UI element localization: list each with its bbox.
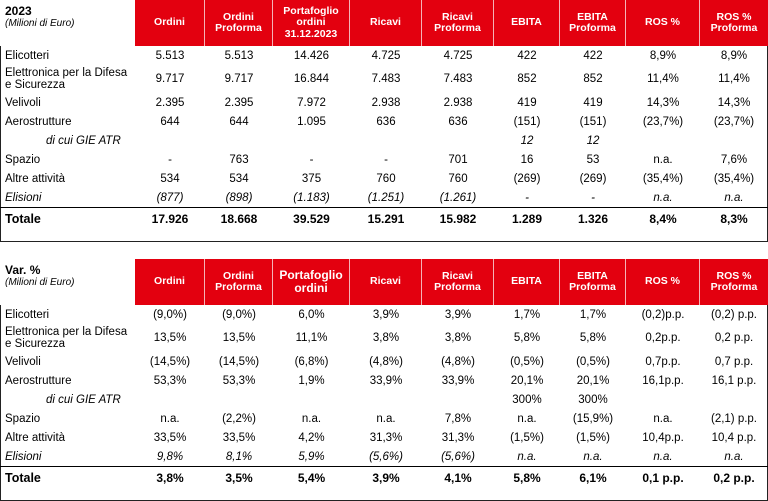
total-cell: 3,8% — [135, 466, 205, 488]
table-cell: 375 — [301, 172, 322, 185]
column-header: Portafoglio ordini — [273, 259, 350, 305]
table-cell: (877) — [156, 191, 184, 204]
table-cell: 11,1% — [295, 332, 328, 344]
table-cell — [205, 390, 273, 409]
table-cell: (6,8%) — [294, 355, 329, 368]
total-cell: 39.529 — [273, 207, 350, 229]
table-cell — [273, 131, 350, 150]
row-label: Elettronica per la Difesa e Sicurezza — [5, 326, 128, 350]
table-cell: n.a. — [301, 412, 322, 425]
table-cell: n.a. — [653, 412, 673, 425]
table-header-corner — [0, 259, 135, 305]
table-cell: 8,9% — [649, 49, 677, 62]
table-cell — [273, 390, 350, 409]
table-cell: 0,2p.p. — [645, 332, 681, 344]
table-cell: - — [525, 191, 529, 204]
table-cell: 5.513 — [224, 49, 254, 62]
table-cell: (35,4%) — [713, 172, 755, 185]
row-label: Elicotteri — [5, 49, 50, 62]
table-cell: 5,8% — [513, 332, 541, 344]
table-cell: 2.395 — [224, 96, 254, 109]
column-header: ROS % Proforma — [700, 0, 768, 46]
table-cell: (0,5%) — [510, 355, 544, 368]
variation-table — [0, 259, 768, 488]
row-label: Altre attività — [5, 431, 66, 444]
column-header: EBITA — [494, 259, 560, 305]
table-cell: 763 — [229, 153, 249, 166]
table-cell: (14,5%) — [149, 355, 191, 368]
table-year: 2023 — [5, 4, 32, 18]
table-header-corner — [0, 0, 135, 46]
row-label: Altre attività — [5, 172, 66, 185]
table-cell — [350, 390, 422, 409]
table-cell: 14,3% — [646, 96, 680, 109]
table-cell: 33,5% — [222, 431, 256, 444]
table-cell: 20,1% — [510, 374, 544, 387]
table-cell — [626, 131, 700, 150]
total-cell: 4,1% — [422, 466, 494, 488]
table-cell: 20,1% — [576, 374, 610, 387]
table-cell: 2.938 — [371, 96, 401, 109]
table-cell: n.a. — [583, 450, 603, 463]
table-cell: (0,2)p.p. — [641, 308, 685, 321]
table-cell: 7.972 — [297, 96, 326, 109]
table-cell: (35,4%) — [642, 172, 684, 185]
table-cell: 3,8% — [444, 332, 472, 344]
column-header: Ordini Proforma — [205, 0, 273, 46]
results-table-2023 — [0, 0, 768, 229]
table-cell: 1,7% — [513, 308, 541, 321]
table-cell: 3,9% — [444, 308, 472, 321]
row-label: Spazio — [5, 412, 41, 425]
table-cell: 9.717 — [155, 73, 185, 85]
total-cell: 8,4% — [626, 207, 700, 229]
table-cell: n.a. — [724, 450, 744, 463]
table-cell: n.a. — [160, 412, 180, 425]
table-cell: 7,6% — [720, 153, 748, 166]
table-cell: 422 — [517, 49, 537, 62]
table-cell: 7.483 — [443, 73, 473, 85]
table-cell: n.a. — [653, 450, 673, 463]
table-cell — [700, 131, 768, 150]
table-cell: - — [384, 153, 388, 166]
column-header: Portafoglio ordini 31.12.2023 — [273, 0, 350, 46]
table-cell: (1,5%) — [576, 431, 610, 444]
table-cell: 53,3% — [153, 374, 187, 387]
table-cell: 636 — [376, 115, 396, 128]
table-cell: 4.725 — [443, 49, 473, 62]
total-cell: 15.291 — [350, 207, 422, 229]
table-cell: 9.717 — [224, 73, 254, 85]
table-unit: (Milioni di Euro) — [5, 277, 75, 288]
row-label: Velivoli — [5, 96, 41, 109]
table-cell: (151) — [513, 115, 541, 128]
row-label: Elisioni — [5, 450, 42, 463]
total-cell: 5,8% — [494, 466, 560, 488]
table-cell: 10,4p.p. — [642, 431, 684, 444]
table-cell: 636 — [448, 115, 468, 128]
column-header: Ordini — [135, 0, 205, 46]
total-cell: 17.926 — [135, 207, 205, 229]
table-cell — [422, 390, 494, 409]
table-cell: 422 — [583, 49, 603, 62]
row-label: Velivoli — [5, 355, 41, 368]
table-cell: (0,2) p.p. — [710, 308, 758, 321]
table-cell: (1.251) — [367, 191, 405, 204]
column-header: ROS % Proforma — [700, 259, 768, 305]
table-cell: 14.426 — [293, 49, 330, 62]
total-cell: 15.982 — [422, 207, 494, 229]
column-header: Ricavi — [350, 0, 422, 46]
table-cell: 852 — [583, 73, 603, 85]
table-cell: 300% — [512, 393, 542, 406]
table-cell: 2.395 — [155, 96, 185, 109]
table-cell: (0,5%) — [576, 355, 610, 368]
table-cell: 33,9% — [441, 374, 475, 387]
total-row-label: Totale — [0, 207, 135, 229]
table-cell: 2.938 — [443, 96, 473, 109]
table-cell: (9,0%) — [222, 308, 256, 321]
table-cell — [422, 131, 494, 150]
table-cell: 852 — [517, 73, 537, 85]
total-cell: 3,5% — [205, 466, 273, 488]
table-cell: (23,7%) — [713, 115, 755, 128]
table-cell: n.a. — [376, 412, 396, 425]
table-cell: (2,2%) — [222, 412, 256, 425]
table-cell: - — [591, 191, 595, 204]
row-label: Spazio — [5, 153, 41, 166]
table-cell: 419 — [583, 96, 603, 109]
table-cell — [700, 390, 768, 409]
table-cell — [135, 131, 205, 150]
column-header: EBITA — [494, 0, 560, 46]
table-cell: 9,8% — [156, 450, 184, 463]
table-cell: 11,4% — [647, 73, 679, 85]
total-cell: 3,9% — [350, 466, 422, 488]
table-cell: 5,9% — [298, 450, 325, 463]
row-label: Elisioni — [5, 191, 42, 204]
column-header: ROS % — [626, 0, 700, 46]
table-cell: n.a. — [724, 191, 744, 204]
column-header: Ordini Proforma — [205, 259, 273, 305]
table-cell: 8,9% — [720, 49, 748, 62]
table-cell: 33,5% — [153, 431, 187, 444]
row-label: di cui GIE ATR — [46, 134, 121, 147]
table-cell: 1,9% — [298, 374, 325, 387]
table-cell: (23,7%) — [642, 115, 684, 128]
table-cell: (4,8%) — [441, 355, 475, 368]
table-cell: 4,2% — [298, 431, 325, 444]
total-row-label: Totale — [0, 466, 135, 488]
table-cell: 14,3% — [717, 96, 751, 109]
table-cell: 644 — [229, 115, 249, 128]
table-cell: (5,6%) — [369, 450, 403, 463]
total-cell: 1.326 — [560, 207, 626, 229]
row-label: Aerostrutture — [5, 115, 72, 128]
total-cell: 6,1% — [560, 466, 626, 488]
table-cell: (1.261) — [439, 191, 477, 204]
table-unit: (Milioni di Euro) — [5, 18, 75, 29]
table-cell: 6,0% — [298, 308, 325, 321]
row-label: Aerostrutture — [5, 374, 72, 387]
column-header: Ordini — [135, 259, 205, 305]
table-cell: (5,6%) — [441, 450, 475, 463]
table-cell: (1.183) — [293, 191, 330, 204]
row-label: Elicotteri — [5, 308, 50, 321]
table-cell: (898) — [225, 191, 253, 204]
table-cell: 701 — [448, 153, 468, 166]
table-cell: n.a. — [653, 191, 673, 204]
table-cell: 5.513 — [155, 49, 185, 62]
total-cell: 8,3% — [700, 207, 768, 229]
column-header: Ricavi Proforma — [422, 259, 494, 305]
table-cell: (4,8%) — [369, 355, 403, 368]
table-cell: 760 — [448, 172, 468, 185]
table-cell: 11,4% — [718, 73, 750, 85]
table-cell: (269) — [513, 172, 541, 185]
table-cell: n.a. — [517, 412, 537, 425]
column-header: ROS % — [626, 259, 700, 305]
table-cell: 16,1p.p. — [642, 374, 684, 387]
table-cell: 53 — [586, 153, 600, 166]
table-cell: 534 — [229, 172, 249, 185]
table-cell: (2,1) p.p. — [710, 412, 758, 425]
table-cell: 10,4 p.p. — [711, 431, 757, 444]
table-cell: 16 — [520, 153, 534, 166]
table-cell: 1.095 — [297, 115, 326, 128]
table-cell: 419 — [517, 96, 537, 109]
table-cell: - — [309, 153, 314, 166]
table-cell: 7,8% — [444, 412, 472, 425]
table-cell: (14,5%) — [218, 355, 260, 368]
table-cell: 12 — [520, 134, 534, 147]
table-cell: (15,9%) — [572, 412, 614, 425]
table-cell: 16,1 p.p. — [711, 374, 757, 387]
table-cell: n.a. — [653, 153, 673, 166]
table-cell — [205, 131, 273, 150]
table-cell — [626, 390, 700, 409]
table-cell: 1,7% — [579, 308, 607, 321]
table-cell: 31,3% — [369, 431, 403, 444]
column-header: Ricavi Proforma — [422, 0, 494, 46]
table-cell: 31,3% — [441, 431, 475, 444]
row-label: di cui GIE ATR — [46, 393, 121, 406]
table-cell: (9,0%) — [153, 308, 187, 321]
total-cell: 5,4% — [273, 466, 350, 488]
total-cell: 0,1 p.p. — [626, 466, 700, 488]
table-cell — [135, 390, 205, 409]
row-label: Elettronica per la Difesa e Sicurezza — [5, 67, 128, 91]
table-year: Var. % — [5, 263, 41, 277]
total-cell: 0,2 p.p. — [700, 466, 768, 488]
table-cell: 5,8% — [579, 332, 607, 344]
table-cell: 13,5% — [222, 332, 256, 344]
table-cell: 760 — [376, 172, 396, 185]
column-header: EBITA Proforma — [560, 0, 626, 46]
table-cell: (151) — [579, 115, 607, 128]
table-cell: 4.725 — [371, 49, 401, 62]
table-cell — [350, 131, 422, 150]
column-header: Ricavi — [350, 259, 422, 305]
table-cell: 53,3% — [222, 374, 256, 387]
table-cell: - — [168, 153, 172, 166]
total-cell: 1.289 — [494, 207, 560, 229]
table-cell: 16.844 — [293, 73, 330, 85]
table-cell: 644 — [160, 115, 180, 128]
table-cell: 12 — [586, 134, 600, 147]
table-cell: 8,1% — [225, 450, 253, 463]
table-cell: n.a. — [517, 450, 537, 463]
table-cell: (269) — [579, 172, 607, 185]
table-cell: 0,2 p.p. — [714, 332, 754, 344]
table-cell: 3,9% — [372, 308, 400, 321]
table-cell: 13,5% — [153, 332, 187, 344]
table-cell: 33,9% — [369, 374, 403, 387]
column-header: EBITA Proforma — [560, 259, 626, 305]
total-cell: 18.668 — [205, 207, 273, 229]
table-cell: (1,5%) — [510, 431, 544, 444]
table-cell: 7.483 — [371, 73, 401, 85]
table-cell: 0,7 p.p. — [714, 355, 754, 368]
table-cell: 3,8% — [372, 332, 400, 344]
table-cell: 300% — [578, 393, 608, 406]
table-cell: 534 — [160, 172, 180, 185]
table-cell: 0,7p.p. — [645, 355, 681, 368]
